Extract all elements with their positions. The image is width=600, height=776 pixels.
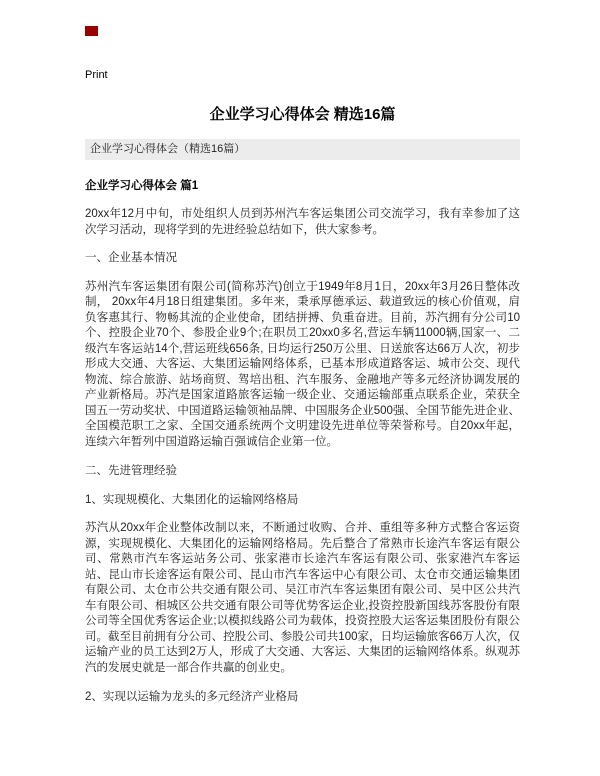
heading-company-overview: 一、企业基本情况 [85, 252, 177, 264]
subheading-network-structure: 1、实现规模化、大集团化的运输网络格局 [85, 493, 299, 506]
subheading-diversified-economy: 2、实现以运输为龙头的多元经济产业格局 [85, 691, 299, 703]
page-title: 企业学习心得体会 精选16篇 [209, 106, 396, 123]
section-heading-part1: 企业学习心得体会 篇1 [85, 180, 199, 192]
paragraph-intro: 20xx年12月中旬，市处组织人员到苏州汽车客运集团公司交流学习，我有幸参加了这次学习活动，现将学到的先进经验总结如下，供大家参考。 [85, 208, 520, 236]
print-link[interactable]: Print [85, 69, 108, 81]
subtitle-bar: 企业学习心得体会（精选16篇） [85, 139, 520, 160]
paragraph-company-overview: 苏州汽车客运集团有限公司(简称苏汽)创立于1949年8月1日，20xx年3月26日整体改制， 20xx年4月18日组建集团。多年来，秉承厚德承运、载道致远的核心价值观，肩负客惠其行、物畅其流的企业使命，团结拼搏、负重奋进。目前，苏汽拥有分公司10个、控股企业70个、参股企业9个;在职员工20xx0多名,营运车辆11000辆,国家一、二级汽车客运站14个,营运班线656条, 日均运行250万公里、日送旅客达66万人次，初步形成大交通、大客运、大集团运输网络体系，已基本形成道路客运、城市公交、现代物流、综合旅游、站场商贸、驾培出租、汽车服务、金融地产等多元经济协调发展的产业新格局。苏汽是国家道路旅客运输一级企业、交通运输部重点联系企业，荣获全国五一劳动奖状、中国道路运输领袖品牌、中国服务企业500强、全国节能先进企业、全国模范职工之家、全国交通系统两个文明建设先进单位等荣誉称号。自20xx年起，连续六年暂列中国道路运输百强诚信企业第一位。 [85, 280, 520, 448]
red-square-icon [85, 26, 98, 36]
heading-management-experience: 二、先进管理经验 [85, 465, 177, 477]
paragraph-network-structure: 苏汽从20xx年企业整体改制以来，不断通过收购、合并、重组等多种方式整合客运资源，实现规模化、大集团化的运输网络格局。先后整合了常熟市长途汽车客运有限公司、常熟市汽车客运站务公司、张家港市长途汽车客运有限公司、张家港汽车客运站、昆山市长途客运有限公司、昆山市汽车客运中心有限公司、太仓市交通运输集团有限公司、太仓市公共交通有限公司、吴江市汽车客运集团有限公司、吴中区公共汽车有限公司、相城区公共交通有限公司等优势客运企业,投资控股新国线苏客股份有限公司等全国优秀客运企业;以模拟线路公司为载体，投资控股大运客运集团股份有限公司。截至目前拥有分公司、控股公司、参股公司共100家，日均运输旅客66万人次，仅运输产业的员工达到2万人，形成了大交通、大客运、大集团的运输网络体系。纵观苏汽的发展史就是一部合作共赢的创业史。 [85, 522, 520, 674]
